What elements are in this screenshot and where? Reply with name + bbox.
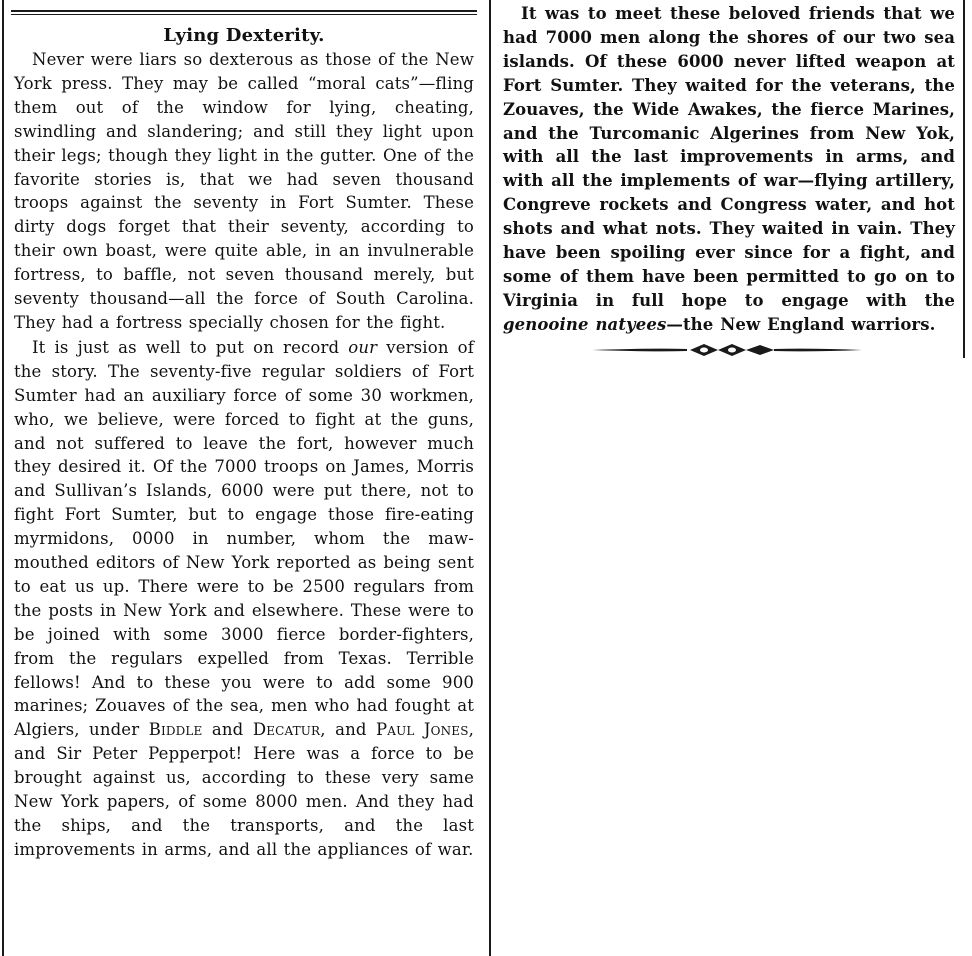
paragraph-2-text-b: version of the story. The seventy-five regular soldiers of Fort Sumter had an auxiliary force of some 30 workmen, who, we believe, were forced to fight at the guns, and not suffered to leave the fort, however much they desired it. Of the 7000 troops on James, Morris and Sullivan’s Islands, 6000 were put there, not to fight Fort Sumter, but to engage those fire-eating myrmidons, 0000 in number, whom the maw-mouthed editors of New York reported as being sent to eat us up. There were to be 2500 regulars from the posts in New York and elsewhere. These were to be joined with some 3000 fierce border-fighters, from the regulars expelled from Texas. Terrible fellows! And to these you were to add some 900 marines; Zouaves of the sea, men who had fought at Algiers, under — [14, 337, 474, 740]
right-column — [503, 2, 955, 337]
headline-top-rule — [11, 10, 477, 15]
name-biddle: Biddle — [148, 720, 203, 740]
left-column — [14, 24, 474, 862]
dash-diamond-ornament-icon — [592, 342, 862, 358]
name-paul-jones: Paul Jones — [376, 720, 469, 740]
paragraph-3-emphasis-genooine: genooine natyees — [503, 314, 667, 334]
paragraph-2 — [14, 336, 474, 862]
middle-column-rule — [489, 0, 491, 956]
paragraph-1: Never were liars so dexterous as those of the New York press. They may be called “moral cats”—fling them out of the window for lying, cheating, swindling and slandering; and still they light upon their legs; though they light in the gutter. One of the favorite stories is, that we had seven thousand troops against the seventy in Fort Sumter. These dirty dogs forget that their seventy, according to their own boast, were quite able, in an invulnerable fortress, to baffle, not seven thousand merely, but seventy thousand—all the force of South Carolina. They had a fortress specially chosen for the fight. — [14, 50, 474, 332]
name-decatur: Decatur — [252, 720, 321, 740]
paragraph-2-text-c: and — [202, 720, 253, 740]
paragraph-3-text-a: It was to meet these beloved friends that we had 7000 men along the shores of our two sea islands. Of these 6000 never lifted weapon at Fort Sumter. They waited for the veterans, the Zouaves, the Wide Awakes, the fierce Marines, and the Turcomanic Algerines from New Yok, with all the last improvements in arms, and with all the implements of war—flying artillery, Congreve rockets and Congress water, and hot shots and what nots. They waited in vain. They have been spoiling ever since for a fight, and some of them have been permitted to go on to Virginia in full hope to engage with the — [503, 4, 955, 310]
paragraph-3 — [503, 2, 955, 337]
paragraph-2-text-d: , and — [320, 720, 376, 740]
left-column-rule — [2, 0, 4, 956]
right-column-rule — [963, 0, 965, 358]
paragraph-2-text-e: , and Sir Peter Pepperpot! Here was a force to be brought against us, according to these very same New York papers, of some 8000 men. And they had the ships, and the transports, and the last improvements in arms, and all the appliances of war. — [14, 720, 474, 859]
article-headline: Lying Dexterity. — [163, 25, 325, 46]
paragraph-2-emphasis-our: our — [348, 337, 378, 357]
paragraph-2-text-a: It is just as well to put on record — [32, 337, 349, 357]
paragraph-3-text-b: —the New England warriors. — [666, 314, 936, 334]
